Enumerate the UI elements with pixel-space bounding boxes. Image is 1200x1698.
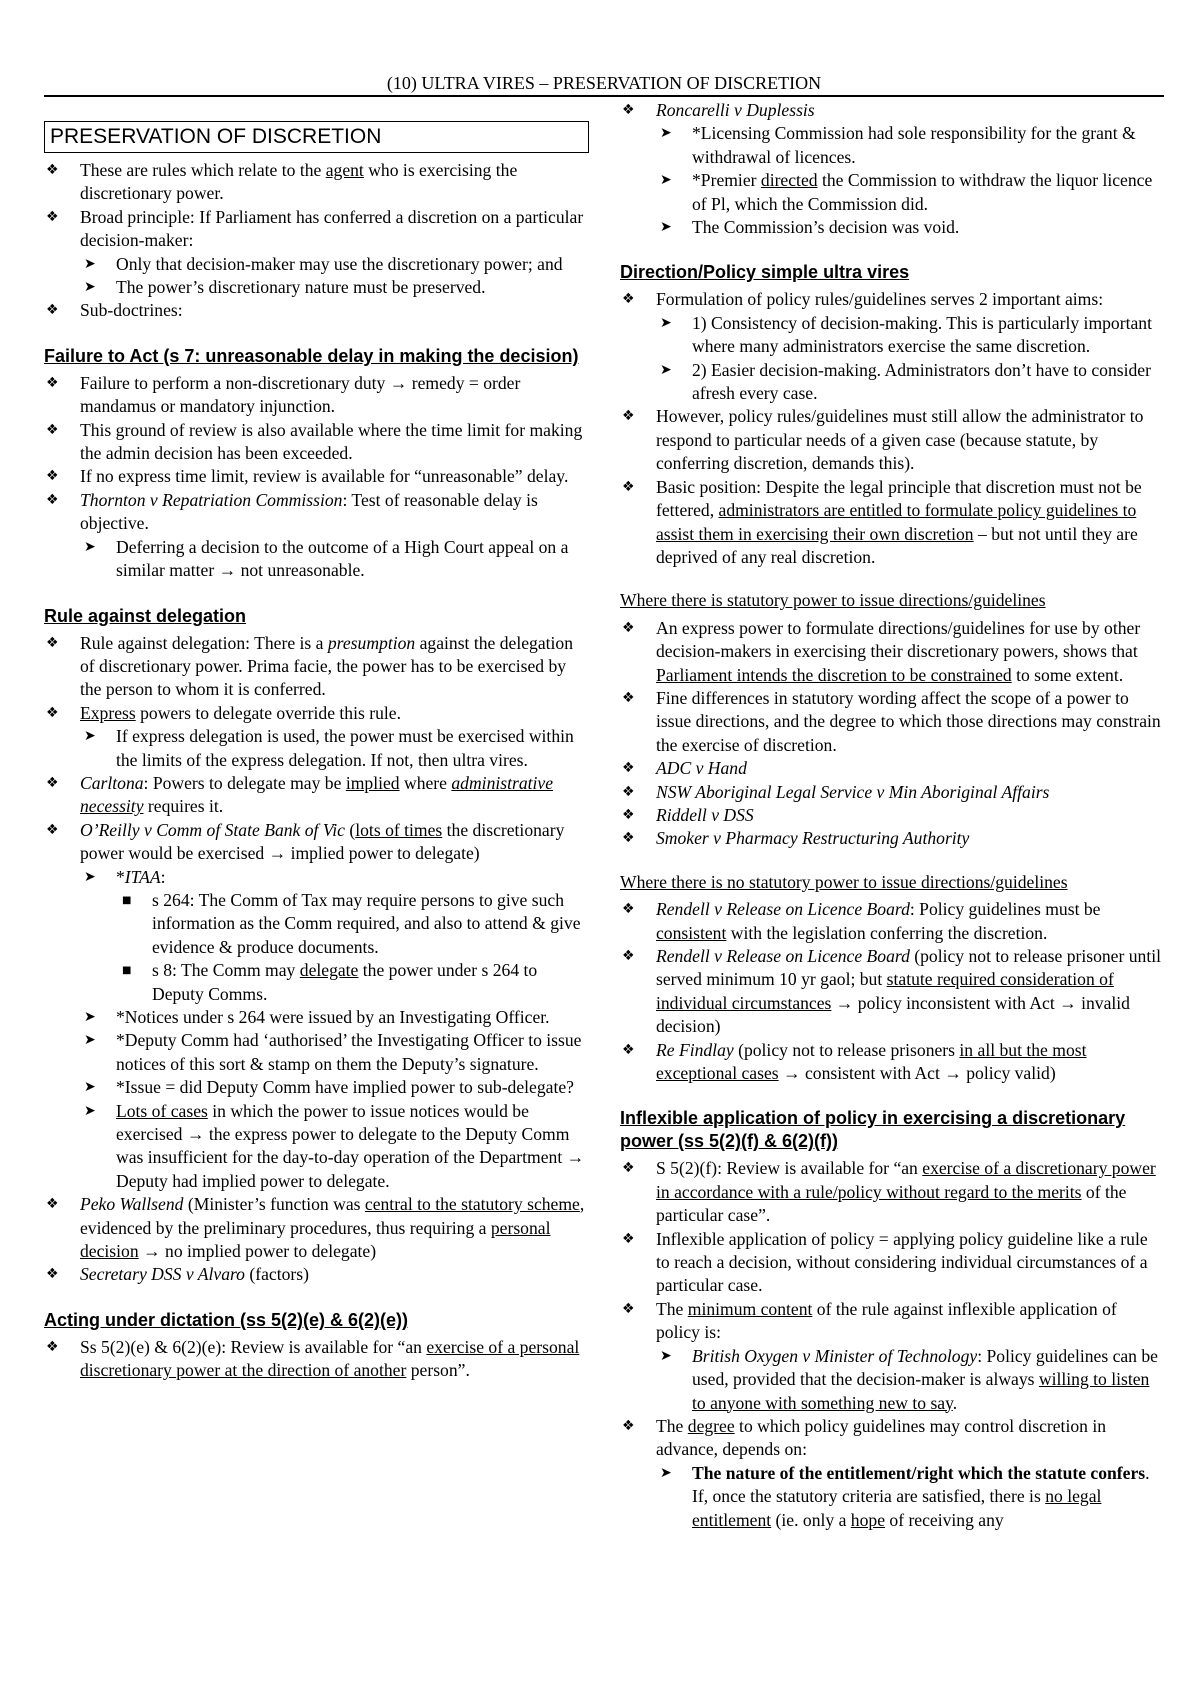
case-item: ❖ NSW Aboriginal Legal Service v Min Aboriginal Affairs bbox=[620, 781, 1165, 804]
sub-list-item: ➤ *Deputy Comm had ‘authorised’ the Investigating Officer to issue notices of this sort & stamp on them the Deputy’s signature. bbox=[80, 1029, 589, 1076]
statutory-power-list bbox=[620, 617, 1165, 851]
roncarelli-list bbox=[620, 99, 1165, 239]
list-item: ❖ Inflexible application of policy = applying policy guideline like a rule to reach a decision, without considering individual circumstances of a particular case. bbox=[620, 1228, 1165, 1298]
sub-list-item: ➤ The Commission’s decision was void. bbox=[656, 216, 1165, 239]
list-item: ❖ Roncarelli v Duplessis ➤ *Licensing Commission had sole responsibility for the grant & withdrawal of licences. ➤ *Premier directed the Commission to withdraw the liquor licence of Pl, which the Commission did. ➤ The Commission’s decision was void. bbox=[620, 99, 1165, 239]
list-item: ❖ Rule against delegation: There is a presumption against the delegation of discretionary power. Prima facie, the power has to be exercised by the person to whom it is conferred. bbox=[44, 632, 589, 702]
sub-list-item: ➤ *Notices under s 264 were issued by an Investigating Officer. bbox=[80, 1006, 589, 1029]
case-item: ❖ Riddell v DSS bbox=[620, 804, 1165, 827]
list-item: ❖ Basic position: Despite the legal principle that discretion must not be fettered, administrators are entitled to formulate policy guidelines to assist them in exercising their own discretion – but not until they are deprived of any real discretion. bbox=[620, 476, 1165, 570]
sub-list-item: ➤ 1) Consistency of decision-making. This is particularly important where many administrators exercise the same discretion. bbox=[656, 312, 1165, 359]
heading-rule-against-delegation: Rule against delegation bbox=[44, 605, 247, 626]
list-item: ❖ Fine differences in statutory wording affect the scope of a power to issue directions, and the degree to which those directions may constrain the exercise of discretion. bbox=[620, 687, 1165, 757]
list-item: ❖ Rendell v Release on Licence Board (policy not to release prisoner until served minimum 10 yr gaol; but statute required consideration of individual circumstances → policy inconsistent with Act → invalid decision) bbox=[620, 945, 1165, 1039]
failure-to-act-list bbox=[44, 372, 589, 583]
list-item: ❖ Express powers to delegate override this rule. ➤ If express delegation is used, the power must be exercised within the limits of the express delegation. If not, then ultra vires. bbox=[44, 702, 589, 772]
list-item: ❖ Ss 5(2)(e) & 6(2)(e): Review is available for “an exercise of a personal discretionary power at the direction of another person”. bbox=[44, 1336, 589, 1383]
heading-inflexible-application: Inflexible application of policy in exercising a discretionary power (ss 5(2)(f) & 6(2)(f)) bbox=[620, 1108, 1126, 1152]
dictation-list bbox=[44, 1336, 589, 1383]
heading-direction-policy: Direction/Policy simple ultra vires bbox=[620, 262, 910, 283]
sub-list-item: ➤ British Oxygen v Minister of Technology: Policy guidelines can be used, provided that the decision-maker is always willing to listen to anyone with something new to say. bbox=[656, 1345, 1165, 1415]
sub-list-item: ➤ 2) Easier decision-making. Administrators don’t have to consider afresh every case. bbox=[656, 359, 1165, 406]
list-item: ❖ This ground of review is also available where the time limit for making the admin decision has been exceeded. bbox=[44, 419, 589, 466]
list-item: ❖ Sub-doctrines: bbox=[44, 299, 589, 322]
heading-failure-to-act: Failure to Act (s 7: unreasonable delay in making the decision) bbox=[44, 345, 579, 366]
heading-acting-under-dictation: Acting under dictation (ss 5(2)(e) & 6(2)(e)) bbox=[44, 1309, 409, 1330]
case-item: ❖ ADC v Hand bbox=[620, 757, 1165, 780]
case-item: ❖ Smoker v Pharmacy Restructuring Authority bbox=[620, 827, 1165, 850]
list-item: ❖ Secretary DSS v Alvaro (factors) bbox=[44, 1263, 589, 1286]
list-item: ❖ These are rules which relate to the agent who is exercising the discretionary power. bbox=[44, 159, 589, 206]
sub-list-item: ➤ *Premier directed the Commission to withdraw the liquor licence of Pl, which the Commission did. bbox=[656, 169, 1165, 216]
page-header: (10) ULTRA VIRES – PRESERVATION OF DISCRETION bbox=[44, 72, 1164, 97]
sub-list-item: ➤ *Issue = did Deputy Comm have implied power to sub-delegate? bbox=[80, 1076, 589, 1099]
sub-sub-list-item: ■ s 8: The Comm may delegate the power under s 264 to Deputy Comms. bbox=[116, 959, 589, 1006]
list-item: ❖ Failure to perform a non-discretionary duty → remedy = order mandamus or mandatory injunction. bbox=[44, 372, 589, 419]
sub-list-item: ➤ If express delegation is used, the power must be exercised within the limits of the express delegation. If not, then ultra vires. bbox=[80, 725, 589, 772]
inflexible-application-list bbox=[620, 1157, 1165, 1532]
list-item: ❖ Peko Wallsend (Minister’s function was central to the statutory scheme, evidenced by the preliminary procedures, thus requiring a personal decision → no implied power to delegate) bbox=[44, 1193, 589, 1263]
list-item: ❖ Rendell v Release on Licence Board: Policy guidelines must be consistent with the legislation conferring the discretion. bbox=[620, 898, 1165, 945]
list-item: ❖ An express power to formulate directions/guidelines for use by other decision-makers in exercising their discretionary powers, shows that Parliament intends the discretion to be constrained to some extent. bbox=[620, 617, 1165, 687]
subheading-no-statutory-power: Where there is no statutory power to issue directions/guidelines bbox=[620, 871, 1068, 892]
right-column bbox=[620, 99, 1165, 1532]
intro-list bbox=[44, 159, 589, 323]
list-item: ❖ Formulation of policy rules/guidelines serves 2 important aims: ➤ 1) Consistency of decision-making. This is particularly important where many administrators exercise the same discretion. ➤ 2) Easier decision-making. Administrators don’t have to consider afresh every case. bbox=[620, 288, 1165, 405]
sub-list-item: ➤ *ITAA: ■ s 264: The Comm of Tax may require persons to give such information as the Comm required, and also to attend & give evidence & produce documents. ■ s 8: The Comm may delegate the power under s 264 to Deputy Comms. bbox=[80, 866, 589, 1006]
list-item: ❖ S 5(2)(f): Review is available for “an exercise of a discretionary power in accordance with a rule/policy without regard to the merits of the particular case”. bbox=[620, 1157, 1165, 1227]
sub-sub-list-item: ■ s 264: The Comm of Tax may require persons to give such information as the Comm required, and also to attend & give evidence & produce documents. bbox=[116, 889, 589, 959]
list-item: ❖ O’Reilly v Comm of State Bank of Vic (lots of times the discretionary power would be exercised → implied power to delegate) ➤ *ITAA: ■ s 264: The Comm of Tax may require persons to give such information as the Comm required, and also to attend & give evidence & produce documents. ■ s 8: The Comm may delegate the power under s 264 to Deputy Comms. ➤ *Notices under s 264 were issued by an Investigating Officer. ➤ *Deputy Comm had ‘authorised’ the Investigating Officer to issue notices of this sort & stamp on them the Deputy’s signature. ➤ *Issue = did Deputy Comm have implied power to sub-delegate? ➤ Lots of cases in which the power to issue notices would be exercised → the express power to delegate to the Deputy Comm was insufficient for the day-to-day operation of the Department → Deputy had implied power to delegate. bbox=[44, 819, 589, 1194]
list-item: ❖ Carltona: Powers to delegate may be implied where administrative necessity requires it. bbox=[44, 772, 589, 819]
list-item: ❖ The degree to which policy guidelines may control discretion in advance, depends on: ➤ The nature of the entitlement/right which the statute confers. If, once the statutory criteria are satisfied, there is no legal entitlement (ie. only a hope of receiving any bbox=[620, 1415, 1165, 1532]
sub-list-item: ➤ The power’s discretionary nature must be preserved. bbox=[80, 276, 589, 299]
subheading-statutory-power: Where there is statutory power to issue directions/guidelines bbox=[620, 590, 1046, 611]
sub-list-item: ➤ *Licensing Commission had sole responsibility for the grant & withdrawal of licences. bbox=[656, 122, 1165, 169]
sub-list-item: ➤ Lots of cases in which the power to issue notices would be exercised → the express power to delegate to the Deputy Comm was insufficient for the day-to-day operation of the Department → Deputy had implied power to delegate. bbox=[80, 1100, 589, 1194]
list-item: ❖ Broad principle: If Parliament has conferred a discretion on a particular decision-maker: ➤ Only that decision-maker may use the discretionary power; and ➤ The power’s discretionary nature must be preserved. bbox=[44, 206, 589, 300]
no-statutory-power-list bbox=[620, 898, 1165, 1085]
list-item: ❖ The minimum content of the rule against inflexible application of policy is: ➤ British Oxygen v Minister of Technology: Policy guidelines can be used, provided that the decision-maker is always willing to listen to anyone with something new to say. bbox=[620, 1298, 1165, 1415]
sub-list-item: ➤ Only that decision-maker may use the discretionary power; and bbox=[80, 253, 589, 276]
direction-policy-list bbox=[620, 288, 1165, 569]
section-title: PRESERVATION OF DISCRETION bbox=[44, 121, 589, 153]
left-column bbox=[44, 99, 589, 1383]
sub-list-item: ➤ The nature of the entitlement/right which the statute confers. If, once the statutory criteria are satisfied, there is no legal entitlement (ie. only a hope of receiving any bbox=[656, 1462, 1165, 1532]
list-item: ❖ If no express time limit, review is available for “unreasonable” delay. bbox=[44, 465, 589, 488]
list-item: ❖ Re Findlay (policy not to release prisoners in all but the most exceptional cases → consistent with Act → policy valid) bbox=[620, 1039, 1165, 1086]
delegation-list bbox=[44, 632, 589, 1287]
list-item: ❖ Thornton v Repatriation Commission: Test of reasonable delay is objective. ➤ Deferring a decision to the outcome of a High Court appeal on a similar matter → not unreasonable. bbox=[44, 489, 589, 583]
list-item: ❖ However, policy rules/guidelines must still allow the administrator to respond to particular needs of a given case (because statute, by conferring discretion, demands this). bbox=[620, 405, 1165, 475]
sub-list-item: ➤ Deferring a decision to the outcome of a High Court appeal on a similar matter → not unreasonable. bbox=[80, 536, 589, 583]
